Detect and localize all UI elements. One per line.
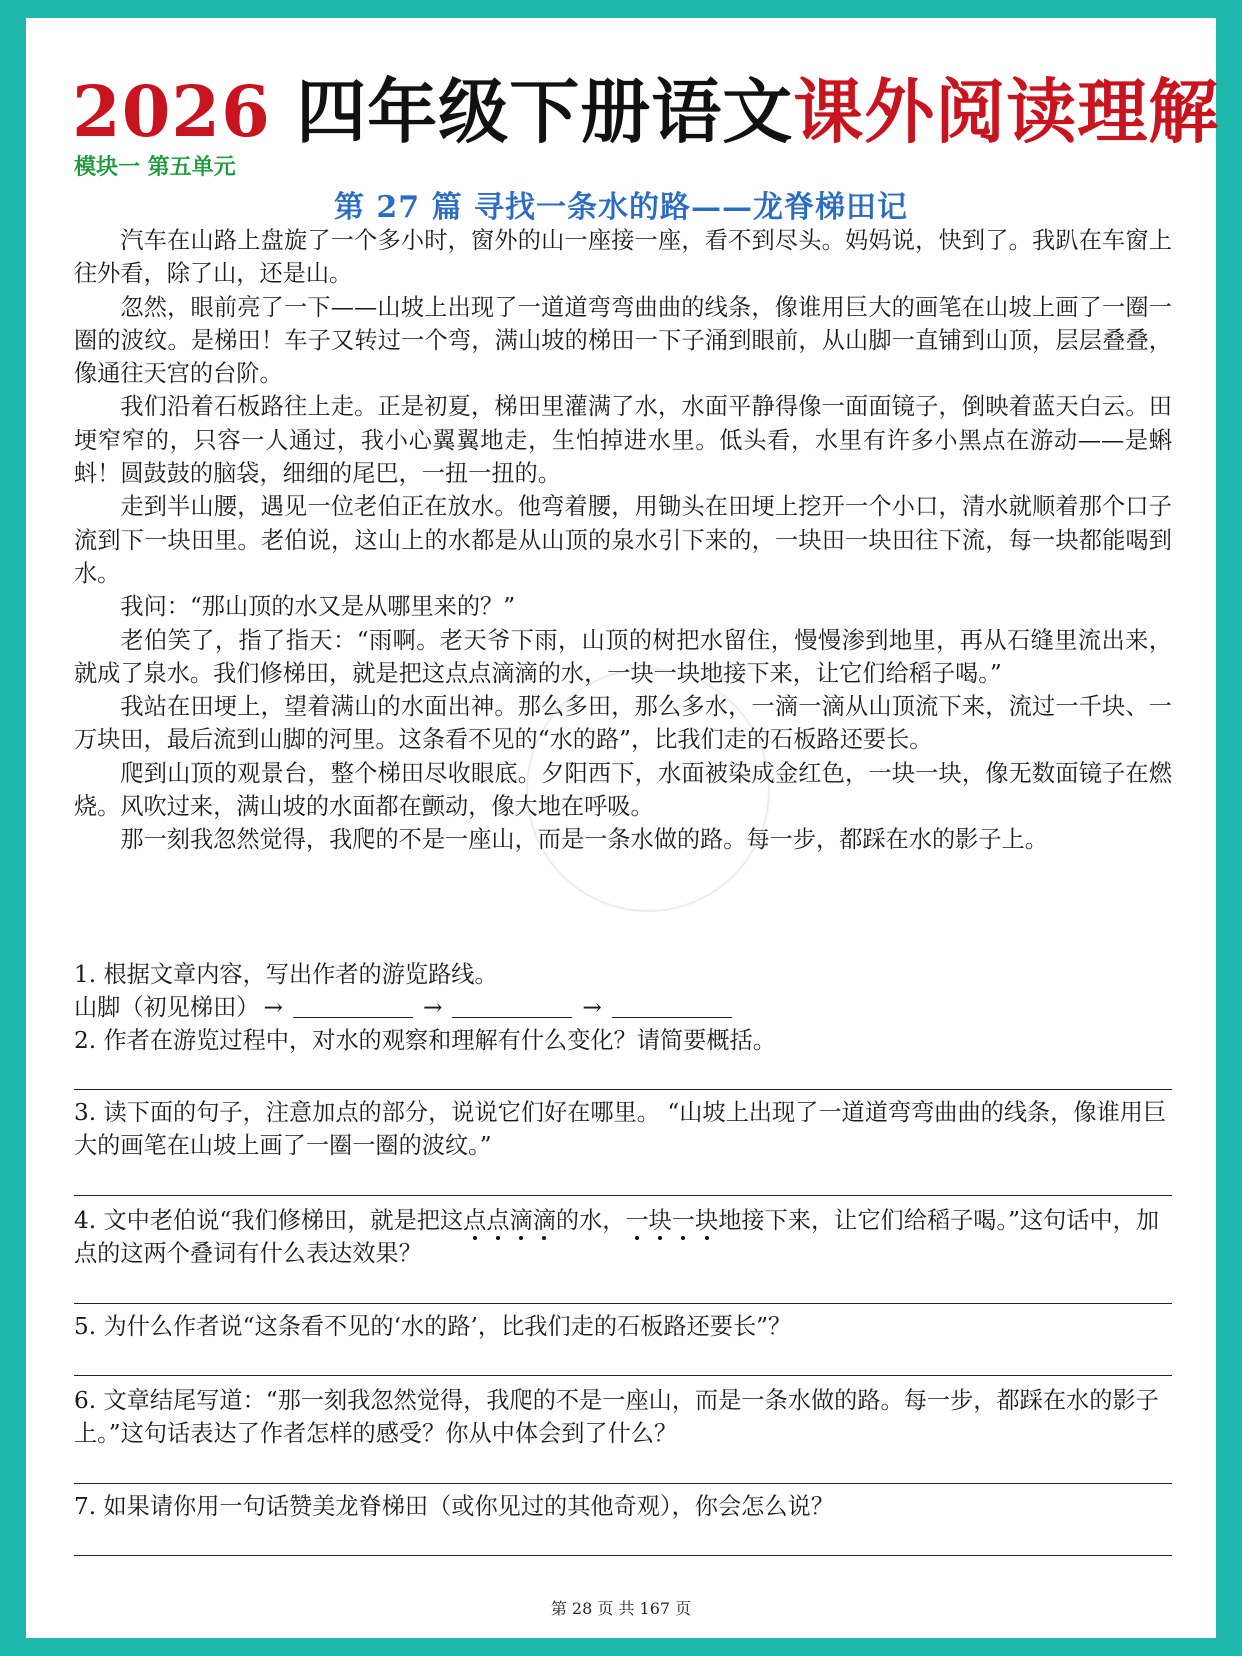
question-5: 5. 为什么作者说“这条看不见的‘水的路’，比我们走的石板路还要长”？: [74, 1313, 792, 1340]
paragraph: 汽车在山路上盘旋了一个多小时，窗外的山一座接一座，看不到尽头。妈妈说，快到了。我趴在车窗上往外看，除了山，还是山。: [74, 227, 1172, 288]
article-title: 第 27 篇 寻找一条水的路——龙脊梯田记: [333, 190, 909, 225]
article-body: [74, 224, 1172, 857]
title-year: 2026: [72, 70, 271, 153]
answer-line[interactable]: [74, 1343, 1172, 1376]
paragraph: 我们沿着石板路往上走。正是初夏，梯田里灌满了水，水面平静得像一面面镜子，倒映着蓝天白云。田埂窄窄的，只容一人通过，我小心翼翼地走，生怕掉进水里。低头看，水里有许多小黑点在游动——是蝌蚪！圆鼓鼓的脑袋，细细的尾巴，一扭一扭的。: [74, 393, 1172, 488]
title-grade-subject: 四年级下册语文: [270, 71, 794, 153]
title-topic: 课外阅读理解: [793, 71, 1220, 153]
answer-line[interactable]: [74, 1450, 1172, 1484]
question-2: 2. 作者在游览过程中，对水的观察和理解有什么变化？请简要概括。: [74, 1027, 776, 1054]
route-start: 山脚（初见梯田）: [74, 994, 260, 1021]
questions-section: [74, 958, 1172, 1556]
question-3: 3. 读下面的句子，注意加点的部分，说说它们好在哪里。 “山坡上出现了一道道弯弯曲曲的线条，像谁用巨大的画笔在山坡上画了一圈一圈的波纹。”: [74, 1099, 1167, 1159]
question-1-route: [74, 991, 1172, 1024]
answer-blank[interactable]: [612, 1016, 732, 1018]
answer-line[interactable]: [74, 1270, 1172, 1304]
paragraph: 爬到山顶的观景台，整个梯田尽收眼底。夕阳西下，水面被染成金红色，一块一块，像无数面镜子在燃烧。风吹过来，满山坡的水面都在颤动，像大地在呼吸。: [74, 759, 1172, 821]
paragraph: 我站在田埂上，望着满山的水面出神。那么多田，那么多水，一滴一滴从山顶流下来，流过一千块、一万块田，最后流到山脚的河里。这条看不见的“水的路”，比我们走的石板路还要长。: [74, 693, 1172, 754]
answer-blank[interactable]: [293, 1016, 413, 1018]
paragraph: 走到半山腰，遇见一位老伯正在放水。他弯着腰，用锄头在田埂上挖开一个小口，清水就顺着那个口子流到下一块田里。老伯说，这山上的水都是从山顶的泉水引下来的，一块田一块田往下流，每一块都能喝到水。: [74, 493, 1172, 587]
dotted-phrase-1: 点点滴滴: [463, 1207, 556, 1234]
answer-line[interactable]: [74, 1057, 1172, 1090]
arrow-icon: →: [582, 994, 602, 1021]
paragraph: 老伯笑了，指了指天：“雨啊。老天爷下雨，山顶的树把水留住，慢慢渗到地里，再从石缝里流出来，就成了泉水。我们修梯田，就是把这点点滴滴的水，一块一块地接下来，让它们给稻子喝。”: [74, 626, 1172, 687]
question-1: 1. 根据文章内容，写出作者的游览路线。: [74, 961, 498, 988]
answer-line[interactable]: [74, 1523, 1172, 1556]
dotted-phrase-2: 一块一块: [625, 1207, 719, 1234]
paragraph: 忽然，眼前亮了一下——山坡上出现了一道道弯弯曲曲的线条，像谁用巨大的画笔在山坡上画了一圈一圈的波纹。是梯田！车子又转过一个弯，满山坡的梯田一下子涌到眼前，从山脚一直铺到山顶，层层叠叠，像通往天宫的台阶。: [74, 293, 1172, 388]
question-4: [74, 1204, 1172, 1270]
arrow-icon: →: [263, 994, 283, 1021]
paragraph: 那一刻我忽然觉得，我爬的不是一座山，而是一条水做的路。每一步，都踩在水的影子上。: [120, 826, 1048, 854]
question-4-text-pre: 4. 文中老伯说“我们修梯田，就是把这: [74, 1207, 464, 1234]
page-footer: 第 28 页 共 167 页: [550, 1599, 692, 1618]
question-4-text-post: 地接下来，让它们给稻子喝。”这句话中，加点的这两个叠词有什么表达效果？: [74, 1207, 1160, 1267]
worksheet-page: [26, 18, 1220, 1638]
question-6: 6. 文章结尾写道：“那一刻我忽然觉得，我爬的不是一座山，而是一条水做的路。每一步，都踩在水的影子上。”这句话表达了作者怎样的感受？你从中体会到了什么？: [74, 1387, 1159, 1447]
module-label: 模块一 第五单元: [74, 154, 236, 180]
arrow-icon: →: [422, 994, 443, 1021]
answer-blank[interactable]: [452, 1016, 572, 1018]
question-4-text-mid: 的水，: [555, 1207, 626, 1234]
answer-line[interactable]: [74, 1162, 1172, 1196]
question-7: 7. 如果请你用一句话赞美龙脊梯田（或你见过的其他奇观），你会怎么说？: [74, 1493, 834, 1520]
page-title: [72, 62, 1220, 162]
paragraph: 我问：“那山顶的水又是从哪里来的？”: [120, 593, 516, 621]
